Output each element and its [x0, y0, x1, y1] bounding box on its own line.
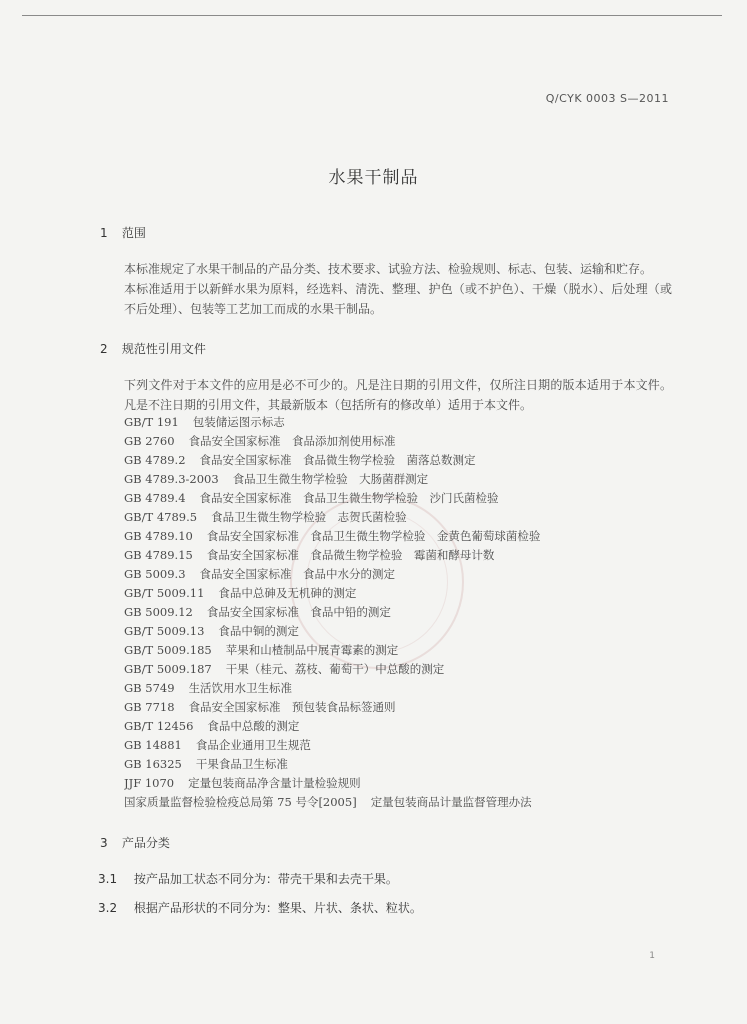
reference-code: GB 5009.12	[124, 605, 193, 619]
reference-item	[124, 565, 684, 584]
clause-number: 3.2	[98, 901, 118, 915]
reference-code: GB 16325	[124, 757, 182, 771]
reference-item	[124, 622, 684, 641]
reference-code: GB 5009.3	[124, 567, 186, 581]
reference-code: GB 4789.15	[124, 548, 193, 562]
reference-item	[124, 527, 684, 546]
scope-paragraph	[100, 259, 672, 319]
reference-list	[124, 413, 684, 812]
reference-item	[124, 698, 684, 717]
reference-item	[124, 793, 684, 812]
reference-code: 国家质量监督检验检疫总局第 75 号令[2005]	[124, 795, 357, 809]
reference-title: 食品安全国家标准 食品微生物学检验 菌落总数测定	[199, 453, 476, 467]
clause-number: 3.1	[98, 872, 118, 886]
reference-code: GB 4789.10	[124, 529, 193, 543]
reference-item	[124, 546, 684, 565]
reference-title: 食品安全国家标准 预包装食品标签通则	[188, 700, 396, 714]
reference-item	[124, 432, 684, 451]
section-number: 2	[100, 342, 108, 356]
reference-item	[124, 451, 684, 470]
reference-title: 干果（桂元、荔枝、葡萄干）中总酸的测定	[225, 662, 445, 676]
reference-title: 食品安全国家标准 食品卫生微生物学检验 沙门氏菌检验	[199, 491, 499, 505]
reference-title: 食品安全国家标准 食品卫生微生物学检验 金黄色葡萄球菌检验	[206, 529, 541, 543]
section-number: 1	[100, 226, 108, 240]
reference-code: GB 4789.3-2003	[124, 472, 219, 486]
reference-item	[124, 774, 684, 793]
normative-intro	[100, 375, 672, 415]
reference-item	[124, 413, 684, 432]
document-title: 水果干制品	[328, 168, 419, 188]
reference-code: GB 14881	[124, 738, 182, 752]
reference-title: 苹果和山楂制品中展青霉素的测定	[225, 643, 399, 657]
reference-item	[124, 679, 684, 698]
reference-item	[124, 584, 684, 603]
scope-text-1: 本标准规定了水果干制品的产品分类、技术要求、试验方法、检验规则、标志、包装、运输和贮存。	[124, 262, 653, 276]
reference-code: GB 2760	[124, 434, 175, 448]
reference-item	[124, 660, 684, 679]
reference-title: 包装储运图示标志	[192, 415, 285, 429]
reference-item	[124, 603, 684, 622]
reference-title: 食品中铜的测定	[218, 624, 299, 638]
reference-item	[124, 755, 684, 774]
section-number: 3	[100, 836, 108, 850]
reference-title: 食品中总酸的测定	[207, 719, 300, 733]
document-code: Q/CYK 0003 S—2011	[545, 92, 669, 105]
clause-3-1	[98, 870, 398, 887]
reference-code: GB 7718	[124, 700, 175, 714]
reference-code: GB/T 5009.187	[124, 662, 212, 676]
section-title: 规范性引用文件	[121, 342, 206, 356]
reference-item	[124, 470, 684, 489]
reference-code: GB 4789.2	[124, 453, 186, 467]
reference-title: 食品安全国家标准 食品添加剂使用标准	[188, 434, 396, 448]
reference-item	[124, 508, 684, 527]
section-1-heading	[100, 224, 146, 241]
reference-title: 干果食品卫生标准	[195, 757, 288, 771]
reference-title: 定量包装商品计量监督管理办法	[370, 795, 532, 809]
reference-item	[124, 641, 684, 660]
top-rule	[22, 15, 722, 16]
reference-title: 食品中总砷及无机砷的测定	[218, 586, 357, 600]
reference-code: GB/T 5009.185	[124, 643, 212, 657]
reference-title: 食品企业通用卫生规范	[195, 738, 311, 752]
reference-item	[124, 736, 684, 755]
reference-title: 食品安全国家标准 食品中水分的测定	[199, 567, 396, 581]
clause-text: 按产品加工状态不同分为：带壳干果和去壳干果。	[133, 872, 398, 886]
reference-title: 食品安全国家标准 食品中铅的测定	[206, 605, 391, 619]
scope-text-2: 本标准适用于以新鲜水果为原料，经选料、清洗、整理、护色（或不护色）、干燥（脱水）、后处理（或不后处理）、包装等工艺加工而成的水果干制品。	[124, 282, 672, 316]
reference-code: GB 4789.4	[124, 491, 186, 505]
clause-text: 根据产品形状的不同分为：整果、片状、条状、粒状。	[133, 901, 422, 915]
reference-title: 食品安全国家标准 食品微生物学检验 霉菌和酵母计数	[206, 548, 495, 562]
section-3-heading	[100, 834, 170, 851]
section-2-heading	[100, 340, 206, 357]
reference-code: GB/T 5009.11	[124, 586, 205, 600]
reference-title: 生活饮用水卫生标准	[188, 681, 293, 695]
clause-3-2	[98, 899, 422, 916]
reference-code: GB/T 12456	[124, 719, 194, 733]
section-title: 产品分类	[121, 836, 170, 850]
reference-title: 食品卫生微生物学检验 志贺氏菌检验	[211, 510, 407, 524]
reference-code: GB/T 4789.5	[124, 510, 198, 524]
reference-title: 定量包装商品净含量计量检验规则	[188, 776, 361, 790]
reference-item	[124, 717, 684, 736]
reference-code: JJF 1070	[124, 776, 175, 790]
reference-title: 食品卫生微生物学检验 大肠菌群测定	[232, 472, 429, 486]
reference-code: GB/T 5009.13	[124, 624, 205, 638]
reference-code: GB 5749	[124, 681, 175, 695]
reference-code: GB/T 191	[124, 415, 179, 429]
page-number: 1	[649, 951, 655, 961]
section-title: 范围	[121, 226, 146, 240]
reference-item	[124, 489, 684, 508]
normative-intro-text: 下列文件对于本文件的应用是必不可少的。凡是注日期的引用文件，仅所注日期的版本适用于本文件。凡是不注日期的引用文件，其最新版本（包括所有的修改单）适用于本文件。	[124, 378, 672, 412]
